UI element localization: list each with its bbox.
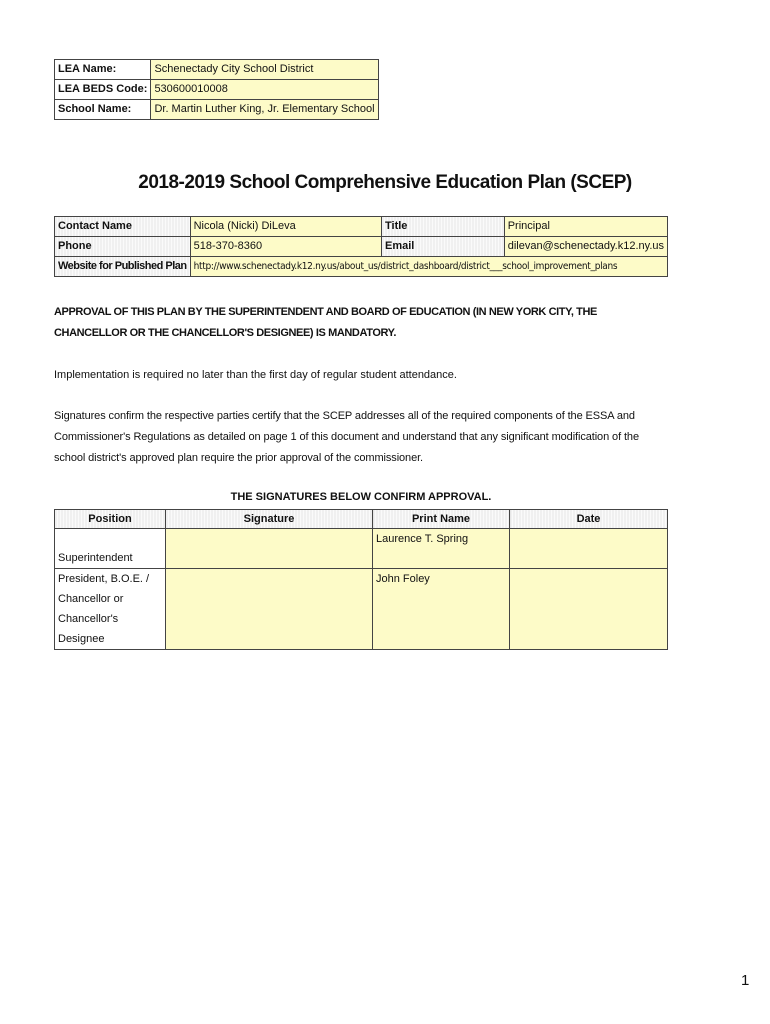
signature-row-president [55,569,668,650]
header-date: Date [510,510,668,529]
signature-row-superintendent [55,529,668,569]
title-label: Title [382,217,505,237]
school-name-label: School Name: [55,100,151,120]
lea-name-label: LEA Name: [55,60,151,80]
contact-row-3 [55,257,668,277]
website-value[interactable]: http://www.schenectady.k12.ny.us/about_us/district_dashboard/district___school_improvement_plans [190,257,667,277]
lea-beds-row [55,80,379,100]
title-value[interactable]: Principal [504,217,667,237]
lea-name-value[interactable]: Schenectady City School District [151,60,378,80]
contact-name-value[interactable]: Nicola (Nicki) DiLeva [190,217,381,237]
position-cell: President, B.O.E. / Chancellor or Chancellor's Designee [55,569,166,650]
signature-cell[interactable] [166,569,373,650]
contact-name-label: Contact Name [55,217,191,237]
contact-table [54,216,668,277]
signatures-heading: THE SIGNATURES BELOW CONFIRM APPROVAL. [230,491,492,503]
signature-table [54,509,668,650]
lea-beds-label: LEA BEDS Code: [55,80,151,100]
lea-name-row [55,60,379,80]
approval-notice: APPROVAL OF THIS PLAN BY THE SUPERINTENDENT AND BOARD OF EDUCATION (IN NEW YORK CITY, THE CHANCELLOR OR THE CHANCELLOR'S DESIGNEE) IS MANDATORY. [54,306,597,339]
email-label: Email [382,237,505,257]
implementation-notice: Implementation is required no later than the first day of regular student attendance. [54,369,457,381]
position-cell: Superintendent [55,529,166,569]
header-position: Position [55,510,166,529]
date-cell[interactable] [510,569,668,650]
page-title: 2018-2019 School Comprehensive Education Plan (SCEP) [138,172,632,193]
page-number: 1 [741,972,750,989]
print-name-cell[interactable]: Laurence T. Spring [373,529,510,569]
signature-header-row [55,510,668,529]
phone-label: Phone [55,237,191,257]
phone-value[interactable]: 518-370-8360 [190,237,381,257]
contact-row-2 [55,237,668,257]
print-name-cell[interactable]: John Foley [373,569,510,650]
school-name-value[interactable]: Dr. Martin Luther King, Jr. Elementary School [151,100,378,120]
header-print-name: Print Name [373,510,510,529]
date-cell[interactable] [510,529,668,569]
school-name-row [55,100,379,120]
contact-row-1 [55,217,668,237]
website-label: Website for Published Plan [55,257,191,277]
signature-cell[interactable] [166,529,373,569]
lea-beds-value[interactable]: 530600010008 [151,80,378,100]
signatures-notice: Signatures confirm the respective parties certify that the SCEP addresses all of the required components of the ESSA and Commissioner's Regulations as detailed on page 1 of this document and understand that any significant modification of the school district's approved plan require the prior approval of the commissioner. [54,410,639,464]
email-value[interactable]: dilevan@schenectady.k12.ny.us [504,237,667,257]
header-signature: Signature [166,510,373,529]
lea-info-table [54,59,379,120]
